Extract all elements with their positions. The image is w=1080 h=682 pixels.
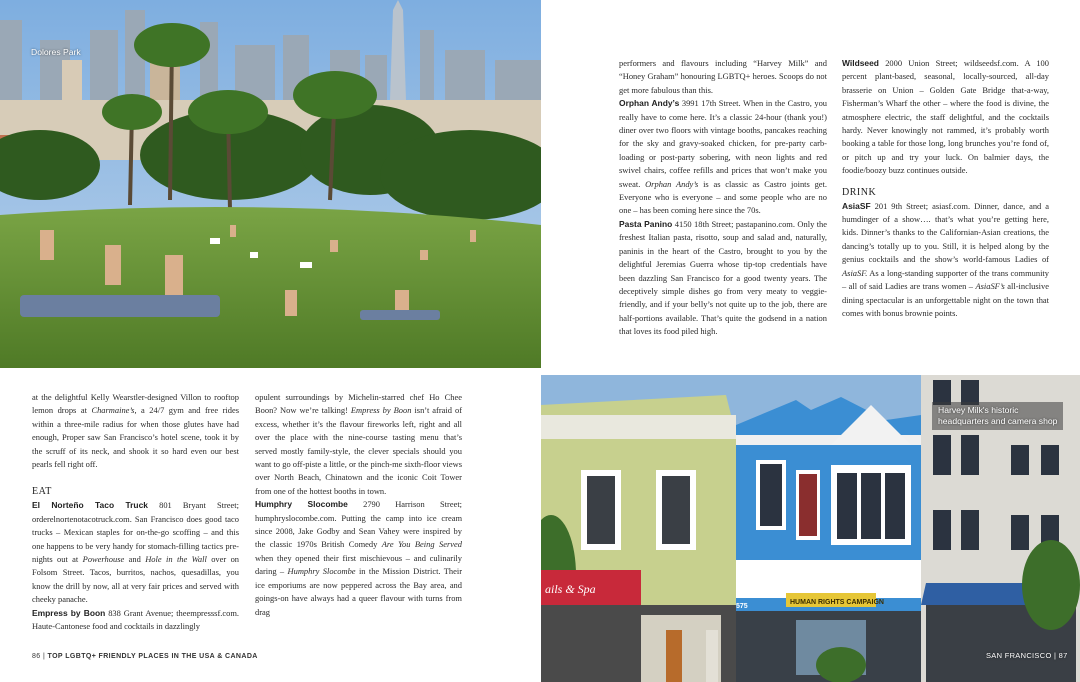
harvey-milk-photo	[541, 375, 1080, 682]
asiasf-address: 201 9th Street; asiasf.com.	[874, 200, 971, 211]
entry-empress-by-boon: Empress by Boon 838 Grant Avenue; theempresssf.com. Haute-Cantonese food and cocktails in dazzlingly	[32, 607, 239, 632]
folio-left-page: 86	[32, 653, 41, 660]
asiasf-name: AsiaSF	[842, 200, 871, 211]
wildseed-name: Wildseed	[842, 58, 879, 68]
wildseed-address: 2000 Union Street; wildseedsf.com.	[885, 58, 1019, 68]
bottom-left-column-2	[255, 391, 462, 619]
harvey-milk-caption: Harvey Milk's historic headquarters and camera shop	[932, 402, 1063, 430]
folio-right-section: SAN FRANCISCO	[986, 651, 1052, 660]
house-number: 575	[736, 603, 748, 610]
orphan-andys-name: Orphan Andy’s	[619, 98, 680, 109]
entry-wildseed: Wildseed 2000 Union Street; wildseedsf.com. A 100 percent plant-based, seasonal, locally-sourced, all-day brasserie on Union – Golden Gate Bridge that-a-way, Fisherman’s Wharf the other – where the food is divine, the atmosphere electric, the staff delightful, and the cocktails hardy. Never knowingly not rammed, it’s probably worth booking a table for those long, long brunches you’re fond of, or pitch up and try your luck. On balmier days, the foodie/boozy buzz continues outside.	[842, 58, 1049, 176]
section-heading-eat: EAT	[32, 486, 52, 498]
pasta-panino-address: 4150 18th Street; pastapanino.com.	[674, 218, 795, 229]
top-right-column-1	[619, 57, 827, 339]
humphry-slocombe-name: Humphry Slocombe	[255, 499, 348, 510]
entry-el-norteno: El Norteño Taco Truck 801 Bryant Street; orderelnortenotacotruck.com. San Francisco does good taco trucks – Mexican staples for on-the-go scoffing – and this one happens to be very handy for stomach-filling tactics pre-nights out at Powerhouse and Hole in the Wall over on Folsom Street. Tacos, burritos, nachos, quesadillas, you know the drill by now, all at very fair prices and served with cheeky panache.	[32, 500, 240, 605]
folio-right: SAN FRANCISCO | 87	[986, 651, 1068, 660]
top-right-column-2	[842, 57, 1049, 320]
entry-humphry-slocombe: Humphry Slocombe 2790 Harrison Street; humphryslocombe.com. Putting the camp into ice cream since 2008, Jake Godby and Sean Vahey were inspired by the classic 1970s British Comedy Are You Being Served when they opened their first mischievous – and culinarily daring – Humphry Slocombe in the Mission District. Their ice emporiums are now peppered across the Bay area, and goings-on have always had a queer flavour with turns from drag	[255, 499, 463, 617]
section-heading-drink: DRINK	[842, 186, 877, 198]
entry-pasta-panino: Pasta Panino 4150 18th Street; pastapanino.com. Only the freshest Italian pasta, risotto, soup and salad and, naturally, paninis in the heart of the Castro, brought to you by the delightful Jeremias Guerra whose tip-top credentials have been dazzling San Francisco for a good twenty years. The deceptively simple dishes go from very meaty to veggie-friendly, and if your belly’s not quite up to the job, there are half-portions available. That’s quite the godsend in a nation that loves its food piled high.	[619, 218, 828, 337]
dolores-park-photo	[0, 0, 541, 368]
pasta-panino-name: Pasta Panino	[619, 218, 673, 229]
empress-by-boon-name: Empress by Boon	[32, 607, 106, 618]
folio-left-title: TOP LGBTQ+ FRIENDLY PLACES IN THE USA & CANADA	[47, 653, 258, 660]
empress-by-boon-address: 838 Grant Avenue; theempresssf.com.	[108, 607, 239, 618]
el-norteno-name: El Norteño Taco Truck	[32, 500, 148, 511]
dolores-park-caption: Dolores Park	[31, 47, 81, 57]
paragraph-proper-hotel: at the delightful Kelly Wearstler-designed Villon to rooftop lemon drops at Charmaine’s, a 24/7 gym and free rides within a three-mile radius for when those glutes have had enough, Proper saw San Francisco’s hotel scene, took it by the scruff of its neck, and shook it so hard even our best pearls fell right off.	[32, 392, 239, 470]
humphry-slocombe-address: 2790 Harrison Street; humphryslocombe.com.	[255, 499, 463, 523]
paragraph-scoops: performers and flavours including “Harvey Milk” and “Honey Graham” honouring LGBTQ+ heroes. Scoops do not get more fabulous than this.	[619, 58, 827, 95]
shop-sign-mid: HUMAN RIGHTS CAMPAIGN	[790, 599, 884, 606]
paragraph-empress-continued: opulent surroundings by Michelin-starred chef Ho Chee Boon? Now we’re talking! Empress by Boon isn’t afraid of excess, whether it’s the flavour fireworks left, right and all over the place with the nine-course tasting menu that’s served mostly family-style, the clever specials should you want to go off-piste a little, or the pinch-me sixth-floor views over North Beach, Chinatown and the iconic Coit Tower from one of the hottest booths in town.	[255, 392, 463, 496]
shop-sign-left: ails & Spa	[545, 582, 596, 596]
folio-right-page: 87	[1058, 651, 1068, 660]
el-norteno-address: 801 Bryant Street; orderelnortenotacotruck.com.	[32, 500, 239, 524]
entry-orphan-andys: Orphan Andy’s 3991 17th Street. When in the Castro, you really have to come here. It’s a classic 24-hour (thank you!) diner over two floors with vintage booths, pancakes reaching for the sky and gravy-soaked chicken, for pre-party carb-loading or post-party sobering, with neon lights and red swivel chairs, coffee refills and prices that won’t make you sweat. Orphan Andy’s is as classic as Castro joints get. Everyone who is everyone – and some people who are no one – has been coming here since the 70s.	[619, 98, 828, 216]
folio-left: 86 | TOP LGBTQ+ FRIENDLY PLACES IN THE USA & CANADA	[32, 653, 258, 660]
bottom-left-column-1	[32, 391, 239, 634]
dolores-park-illustration	[0, 0, 541, 368]
entry-asiasf: AsiaSF 201 9th Street; asiasf.com. Dinner, dance, and a humdinger of a show…. that’s what you’re getting here, kids. Dinner’s thanks to the Californian-Asian creations, the dancing’s totally up to you. Still, it is helped along by the genius cocktails and the show’s world-famous Ladies of AsiaSF. As a long-standing supporter of the trans community – all of said Ladies are trans women – AsiaSF’s all-inclusive dining spectacular is an unforgettable night on the town that comes with bonus brownie points.	[842, 200, 1050, 318]
orphan-andys-address: 3991 17th Street.	[681, 98, 741, 109]
